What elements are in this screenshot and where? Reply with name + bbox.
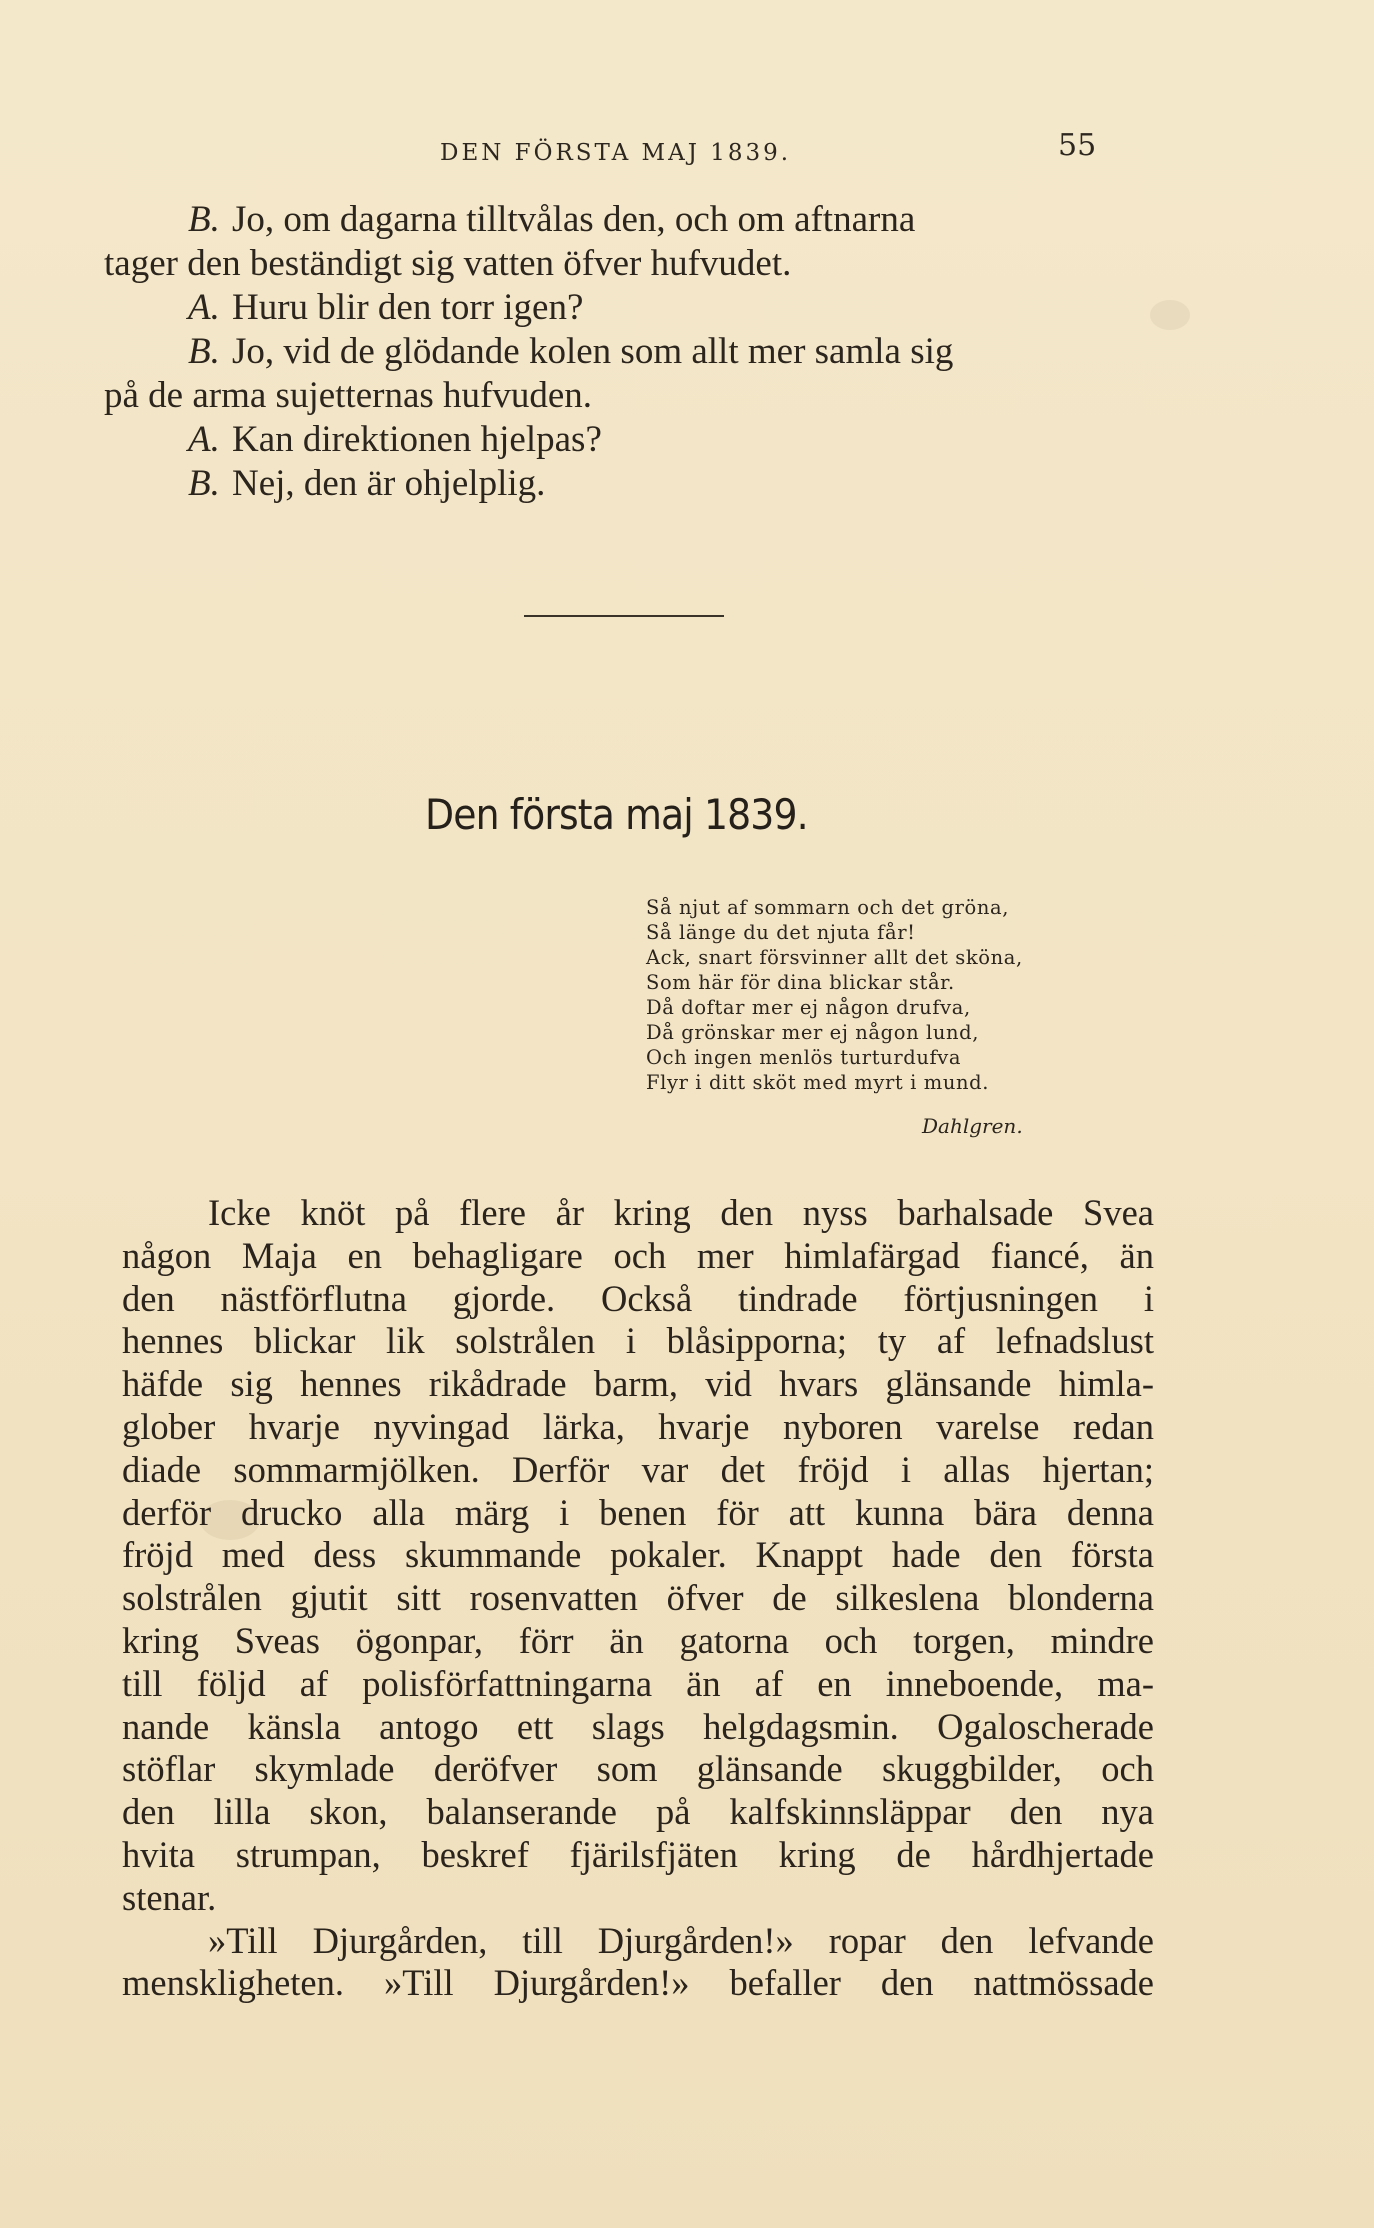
paper-stain — [1150, 300, 1190, 330]
dialogue-text: tager den beständigt sig vatten öfver hufvudet. — [104, 243, 792, 284]
poem-line: Som här för dina blickar står. — [646, 971, 955, 994]
prose-line: menskligheten. »Till Djurgården!» befaller den nattmössade — [122, 1962, 1154, 2004]
prose-body — [122, 1192, 1154, 2005]
dialogue-text: på de arma sujetternas hufvuden. — [104, 375, 593, 416]
prose-line: stöflar skymlade deröfver som glänsande skuggbilder, och — [122, 1748, 1154, 1790]
prose-line: »Till Djurgården, till Djurgården!» ropar den lefvande — [208, 1919, 1154, 1961]
epigraph-poem — [646, 895, 1023, 1095]
dialogue-text: Huru blir den torr igen? — [232, 287, 584, 328]
dialogue-line — [104, 462, 1138, 506]
prose-line: glober hvarje nyvingad lärka, hvarje nyboren varelse redan — [122, 1405, 1154, 1447]
speaker-label: B. — [188, 331, 220, 372]
speaker-label: A. — [188, 287, 220, 328]
poem-line: Flyr i ditt sköt med myrt i mund. — [646, 1071, 990, 1094]
prose-line: diade sommarmjölken. Derför var det fröjd i allas hjertan; — [122, 1448, 1154, 1490]
prose-line: solstrålen gjutit sitt rosenvatten öfver de silkeslena blonderna — [122, 1577, 1154, 1619]
dialogue-text: Jo, vid de glödande kolen som allt mer samla sig — [232, 331, 954, 372]
poem-line: Så njut af sommarn och det gröna, — [646, 896, 1010, 919]
dialogue-text: Nej, den är ohjelplig. — [232, 463, 546, 504]
dialogue-text: Jo, om dagarna tilltvålas den, och om aftnarna — [232, 199, 916, 240]
dialogue-line — [104, 374, 1138, 418]
poem-line: Då grönskar mer ej någon lund, — [646, 1021, 980, 1044]
prose-line: till följd af polisförfattningarna än af en inneboende, ma- — [122, 1662, 1154, 1704]
poem-line: Så länge du det njuta får! — [646, 921, 916, 944]
poem-line: Och ingen menlös turturdufva — [646, 1046, 962, 1069]
poem-line: Då doftar mer ej någon drufva, — [646, 996, 971, 1019]
prose-line: hennes blickar lik solstrålen i blåsipporna; ty af lefnadslust — [122, 1320, 1154, 1362]
page-number: 55 — [1058, 128, 1097, 163]
prose-line: häfde sig hennes rikådrade barm, vid hvars glänsande himla- — [122, 1363, 1154, 1405]
speaker-label: A. — [188, 419, 220, 460]
prose-line: kring Sveas ögonpar, förr än gatorna och torgen, mindre — [122, 1619, 1154, 1661]
poem-line: Ack, snart försvinner allt det sköna, — [646, 946, 1023, 969]
section-divider — [524, 615, 724, 617]
dialogue-line — [104, 242, 1138, 286]
speaker-label: B. — [188, 199, 220, 240]
prose-line: Icke knöt på flere år kring den nyss barhalsade Svea — [208, 1192, 1154, 1233]
speaker-label: B. — [188, 463, 220, 504]
prose-line: stenar. — [122, 1876, 217, 1918]
dialogue-line — [104, 330, 1138, 374]
dialogue-block — [104, 198, 1138, 506]
prose-line: fröjd med dess skummande pokaler. Knappt hade den första — [122, 1534, 1154, 1576]
dialogue-line — [104, 418, 1138, 462]
dialogue-line — [104, 198, 1138, 242]
prose-line: den lilla skon, balanserande på kalfskinnsläppar den nya — [122, 1791, 1154, 1833]
dialogue-line — [104, 286, 1138, 330]
dialogue-text: Kan direktionen hjelpas? — [232, 419, 602, 460]
poem-attribution: Dahlgren. — [922, 1114, 1023, 1138]
running-title: DEN FÖRSTA MAJ 1839. — [440, 140, 792, 166]
prose-line: derför drucko alla märg i benen för att kunna bära denna — [122, 1491, 1154, 1533]
prose-line: nande känsla antogo ett slags helgdagsmin. Ogaloscherade — [122, 1705, 1154, 1747]
prose-line: någon Maja en behagligare och mer himlafärgad fiancé, än — [122, 1234, 1154, 1276]
prose-line: hvita strumpan, beskref fjärilsfjäten kring de hårdhjertade — [122, 1833, 1154, 1875]
section-title: Den första maj 1839. — [425, 790, 808, 839]
prose-line: den nästförflutna gjorde. Också tindrade förtjusningen i — [122, 1277, 1154, 1319]
